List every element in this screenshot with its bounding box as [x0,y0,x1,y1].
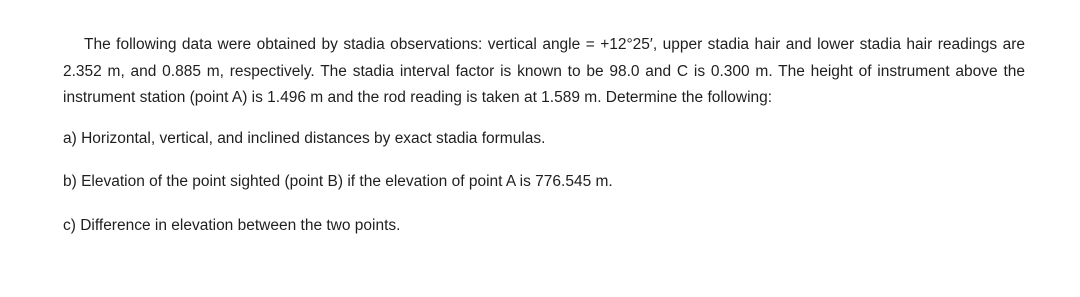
problem-document [63,32,1025,239]
problem-statement: The following data were obtained by stadia observations: vertical angle = +12°25′, upper stadia hair and lower stadia hair readings are 2.352 m, and 0.885 m, respectively. The stadia interval factor is known to be 98.0 and C is 0.300 m. The height of instrument above the instrument station (point A) is 1.496 m and the rod reading is taken at 1.589 m. Determine the following: [63,36,1025,106]
part-b: b) Elevation of the point sighted (point B) if the elevation of point A is 776.545 m. [63,173,613,190]
part-a: a) Horizontal, vertical, and inclined distances by exact stadia formulas. [63,129,546,147]
part-c: c) Difference in elevation between the two points. [63,216,401,234]
